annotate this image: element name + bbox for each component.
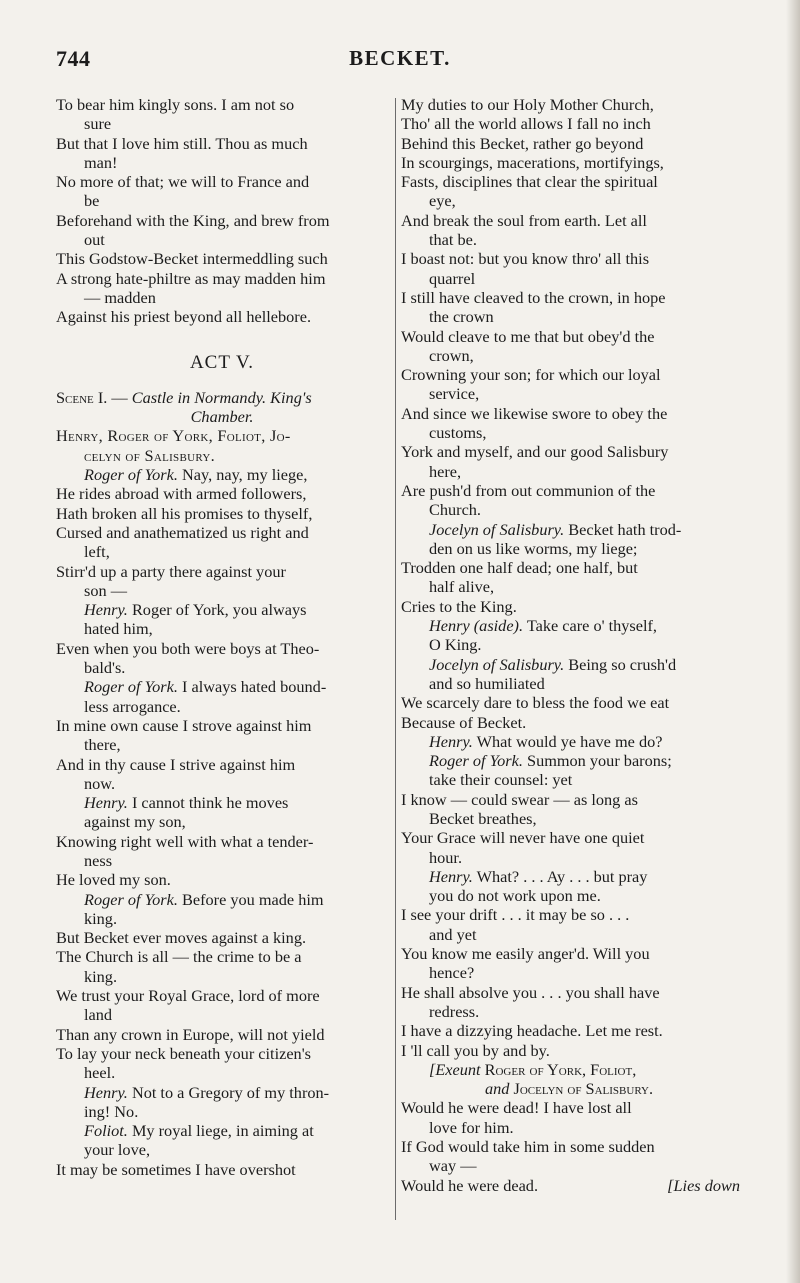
verse-line: But Becket ever moves against a king. [56,928,307,948]
stage-characters: Roger of York, Foliot, [484,1059,637,1079]
verse-text: Nay, nay, my liege, [182,465,308,485]
verse-line: O King. [429,635,482,655]
verse-line: Knowing right well with what a tender- [56,831,314,851]
verse-text: What would ye have me do? [476,731,663,751]
scene-heading [56,388,388,407]
stage-direction [401,1060,740,1079]
verse-line: In scourgings, macerations, mortifyings, [401,152,664,172]
verse-line: hated him, [84,619,153,639]
verse-line: I have a dizzying headache. Let me rest. [401,1021,663,1041]
verse-line: Because of Becket. [401,712,527,732]
verse-line: I know — could swear — as long as [401,789,638,809]
verse-line: take their counsel: yet [429,770,573,790]
verse-line: now. [84,773,116,793]
stage-direction: [Lies down [667,1175,740,1195]
verse-line: If God would take him in some sudden [401,1137,655,1157]
scene-location-cont: Chamber. [190,407,254,427]
verse-line: half alive, [429,577,495,597]
verse-line: the crown [429,307,494,327]
verse-line: ing! No. [84,1101,139,1121]
verse-text: I always hated bound- [182,677,327,697]
speaker-name: Roger of York. [84,465,178,485]
act-heading: ACT V. [189,351,255,373]
page-number: 744 [56,46,91,71]
verse-line: Stirr'd up a party there against your [56,561,286,581]
verse-line: customs, [429,423,487,443]
verse-line: bald's. [84,658,126,678]
speaker-name: Henry. [84,600,128,620]
verse-line: I still have cleaved to the crown, in hope [401,287,666,307]
verse-text: What? . . . Ay . . . but pray [476,866,648,886]
verse-line: It may be sometimes I have overshot [56,1159,296,1179]
verse-text: Would he were dead. [401,1175,539,1195]
verse-line: He loved my son. [56,870,171,890]
verse-line: you do not work upon me. [429,886,601,906]
verse-line: To bear him kingly sons. I am not so [56,95,295,114]
verse-line: your love, [84,1140,151,1160]
verse-line: king. [84,908,118,928]
verse-line: Cries to the King. [401,596,517,616]
verse-line: To lay your neck beneath your citizen's [56,1043,311,1063]
verse-line: He rides abroad with armed followers, [56,484,307,504]
verse-line: den on us like worms, my liege; [429,538,638,558]
verse-line: king. [84,966,118,986]
verse-line: Trodden one half dead; one half, but [401,558,638,578]
verse-line: And break the soul from earth. Let all [401,210,647,230]
verse-line: Tho' all the world allows I fall no inch [401,114,651,134]
verse-line: And since we likewise swore to obey the [401,403,668,423]
verse-line: sure [84,114,112,134]
verse-line: Hath broken all his promises to thyself, [56,503,313,523]
verse-line: be [84,191,100,211]
verse-line: hour. [429,847,463,867]
scene-number: Scene I. — [56,387,128,407]
stage-exeunt: [Exeunt [429,1059,481,1079]
speech-line [401,732,740,751]
verse-line: York and myself, and our good Salisbury [401,442,669,462]
verse-line: Than any crown in Europe, will not yield [56,1024,325,1044]
verse-line: Behind this Becket, rather go beyond [401,133,644,153]
right-column [401,95,740,1195]
verse-line: I 'll call you by and by. [401,1040,550,1060]
verse-line: He shall absolve you . . . you shall have [401,982,660,1002]
verse-line: man! [84,152,118,172]
verse-line: No more of that; we will to France and [56,172,310,192]
stage-direction-cont [401,1079,740,1098]
verse-line: quarrel [429,268,476,288]
verse-text: Being so crush'd [568,654,677,674]
verse-line: redress. [429,1001,480,1021]
verse-line: land [84,1005,113,1025]
speech-line [56,465,388,484]
verse-line: We trust your Royal Grace, lord of more [56,986,320,1006]
verse-line: out [84,230,105,250]
verse-line: We scarcely dare to bless the food we eat [401,693,670,713]
verse-line: ness [84,850,113,870]
speech-line [401,751,740,770]
speech-line [401,655,740,674]
speaker-name: Roger of York. [429,751,523,771]
verse-text: Roger of York, you always [131,600,307,620]
verse-line: Would he were dead! I have lost all [401,1098,632,1118]
running-title: BECKET. [349,46,451,70]
verse-line: Are push'd from out communion of the [401,480,656,500]
verse-text: I cannot think he moves [131,793,289,813]
left-column [56,95,388,1179]
verse-line: son — [84,580,127,600]
verse-line: Becket breathes, [429,808,537,828]
characters-list: Henry, Roger of York, Foliot, Jo- [56,426,291,446]
verse-line: and so humiliated [429,673,545,693]
scene-location: Castle in Normandy. King's [131,387,312,407]
verse-line: I boast not: but you know thro' all this [401,249,650,269]
verse-line: love for him. [429,1117,514,1137]
verse-line: Your Grace will never have one quiet [401,828,645,848]
verse-line: heel. [84,1063,116,1083]
verse-line: and yet [429,924,477,944]
verse-line: And in thy cause I strive against him [56,754,296,774]
verse-text: My royal liege, in aiming at [131,1121,314,1141]
verse-text: Summon your barons; [527,751,672,771]
speaker-name: Jocelyn of Salisbury. [429,654,565,674]
speaker-name: Foliot. [84,1121,128,1141]
verse-text: Before you made him [182,889,324,909]
speech-line [56,600,388,619]
page-edge-shadow [786,0,800,1283]
verse-line: Would cleave to me that but obey'd the [401,326,655,346]
page-header [56,46,744,76]
speech-line [56,890,388,909]
verse-line: way — [429,1156,477,1176]
speech-line [56,793,388,812]
verse-text: Becket hath trod- [568,519,682,539]
speaker-name: Henry. [429,731,473,751]
speech-line [56,677,388,696]
speech-line [56,1121,388,1140]
verse-line: that be. [429,230,477,250]
speaker-name: Roger of York. [84,889,178,909]
verse-line: This Godstow-Becket intermeddling such [56,249,328,269]
speaker-name: Henry (aside). [429,616,524,636]
speech-line [56,1083,388,1102]
verse-text: Not to a Gregory of my thron- [131,1082,330,1102]
verse-line: My duties to our Holy Mother Church, [401,95,654,114]
verse-line: You know me easily anger'd. Will you [401,944,650,964]
verse-line: Fasts, disciplines that clear the spiritual [401,172,658,192]
speech-line [401,616,740,635]
verse-line: Crowning your son; for which our loyal [401,365,661,385]
column-divider [395,98,396,1220]
verse-line: left, [84,542,110,562]
verse-line: — madden [84,287,156,307]
speaker-name: Henry. [429,866,473,886]
verse-line: In mine own cause I strove against him [56,715,312,735]
verse-line: Church. [429,500,481,520]
speaker-name: Henry. [84,793,128,813]
verse-line: Against his priest beyond all hellebore. [56,307,312,327]
verse-line: I see your drift . . . it may be so . . . [401,905,630,925]
speaker-name: Jocelyn of Salisbury. [429,519,565,539]
verse-text: Take care o' thyself, [526,616,657,636]
verse-line: crown, [429,345,474,365]
verse-line: A strong hate-philtre as may madden him [56,268,326,288]
final-line [401,1176,740,1195]
verse-line: The Church is all — the crime to be a [56,947,302,967]
verse-line: here, [429,461,462,481]
speaker-name: Roger of York. [84,677,178,697]
verse-line: hence? [429,963,475,983]
verse-line: eye, [429,191,456,211]
characters-list-cont: celyn of Salisbury. [84,445,215,465]
verse-line: against my son, [84,812,186,832]
speech-line [401,520,740,539]
verse-line: But that I love him still. Thou as much [56,133,308,153]
stage-characters: Jocelyn of Salisbury. [513,1079,654,1099]
verse-line: Even when you both were boys at Theo- [56,638,320,658]
verse-line: less arrogance. [84,696,181,716]
verse-line: Beforehand with the King, and brew from [56,210,330,230]
verse-line: Cursed and anathematized us right and [56,522,309,542]
stage-and: and [485,1079,510,1099]
speech-line [401,867,740,886]
verse-line: service, [429,384,480,404]
verse-line: there, [84,735,121,755]
speaker-name: Henry. [84,1082,128,1102]
